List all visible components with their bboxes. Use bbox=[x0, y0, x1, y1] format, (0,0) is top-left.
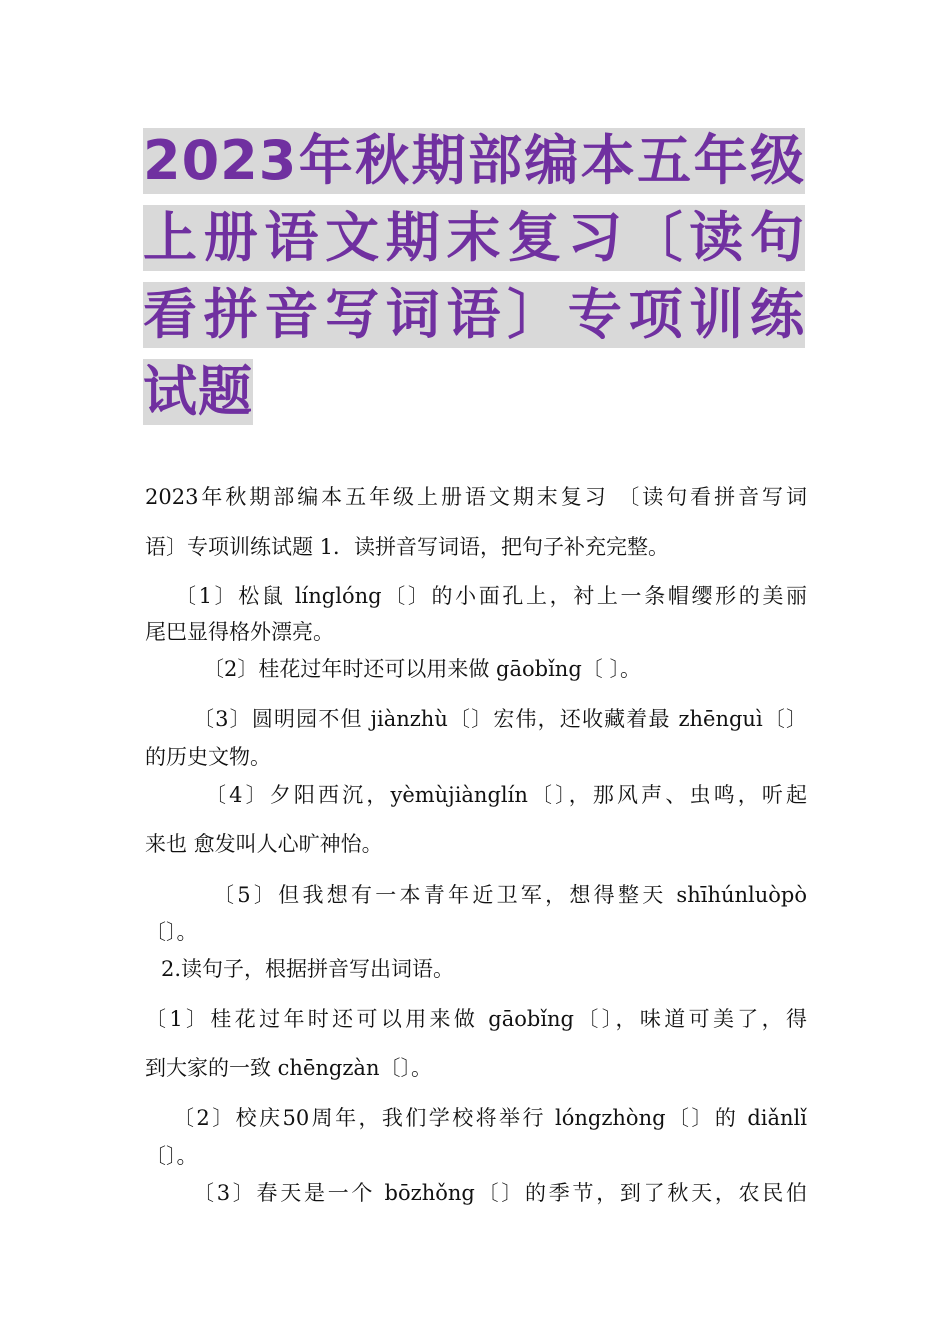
question-item: 〔2〕桂花过年时还可以用来做 gāobǐng〔 〕。 bbox=[203, 657, 641, 681]
question-item: 〔1〕桂花过年时还可以用来做 gāobǐng〔〕，味道可美了，得 bbox=[145, 1007, 807, 1031]
question-item: 〔1〕松鼠 línglóng〔〕的小面孔上，衬上一条帽缨形的美丽 bbox=[175, 584, 807, 608]
body-line: 〔〕。 bbox=[145, 920, 198, 944]
body-line: 来也 愈发叫人心旷神怡。 bbox=[145, 832, 383, 856]
body-line: 的历史文物。 bbox=[145, 745, 271, 769]
title-line-4: 试题 bbox=[143, 360, 253, 423]
body-line: 2023年秋期部编本五年级上册语文期末复习 〔读句看拼音写词 bbox=[145, 485, 807, 509]
body-line: 到大家的一致 chēngzàn〔〕。 bbox=[145, 1056, 432, 1080]
title-line-1: 2023年秋期部编本五年级 bbox=[143, 129, 805, 192]
body-line: 〔〕。 bbox=[145, 1144, 198, 1168]
document-title bbox=[143, 128, 813, 436]
question-item: 〔4〕夕阳西沉，yèmùjiànglín〔〕，那风声、虫鸣，听起 bbox=[205, 783, 807, 807]
body-line: 尾巴显得格外漂亮。 bbox=[145, 620, 334, 644]
question-item: 〔3〕圆明园不但 jiànzhù〔〕宏伟，还收藏着最 zhēnguì〔〕 bbox=[193, 707, 807, 731]
question-item: 〔2〕校庆50周年，我们学校将举行 lóngzhòng〔〕的 diǎnlǐ bbox=[173, 1106, 807, 1130]
question-item: 〔3〕春天是一个 bōzhǒng〔〕的季节，到了秋天，农民伯 bbox=[193, 1181, 807, 1205]
question-item: 〔5〕但我想有一本青年近卫军，想得整天 shīhúnluòpò bbox=[213, 883, 807, 907]
body-line: 语〕专项训练试题 1．读拼音写词语，把句子补充完整。 bbox=[145, 535, 670, 559]
section-heading: 2.读句子，根据拼音写出词语。 bbox=[161, 957, 455, 981]
title-line-3: 看拼音写词语〕专项训练 bbox=[143, 283, 805, 346]
title-line-2: 上册语文期末复习〔读句 bbox=[143, 206, 805, 269]
